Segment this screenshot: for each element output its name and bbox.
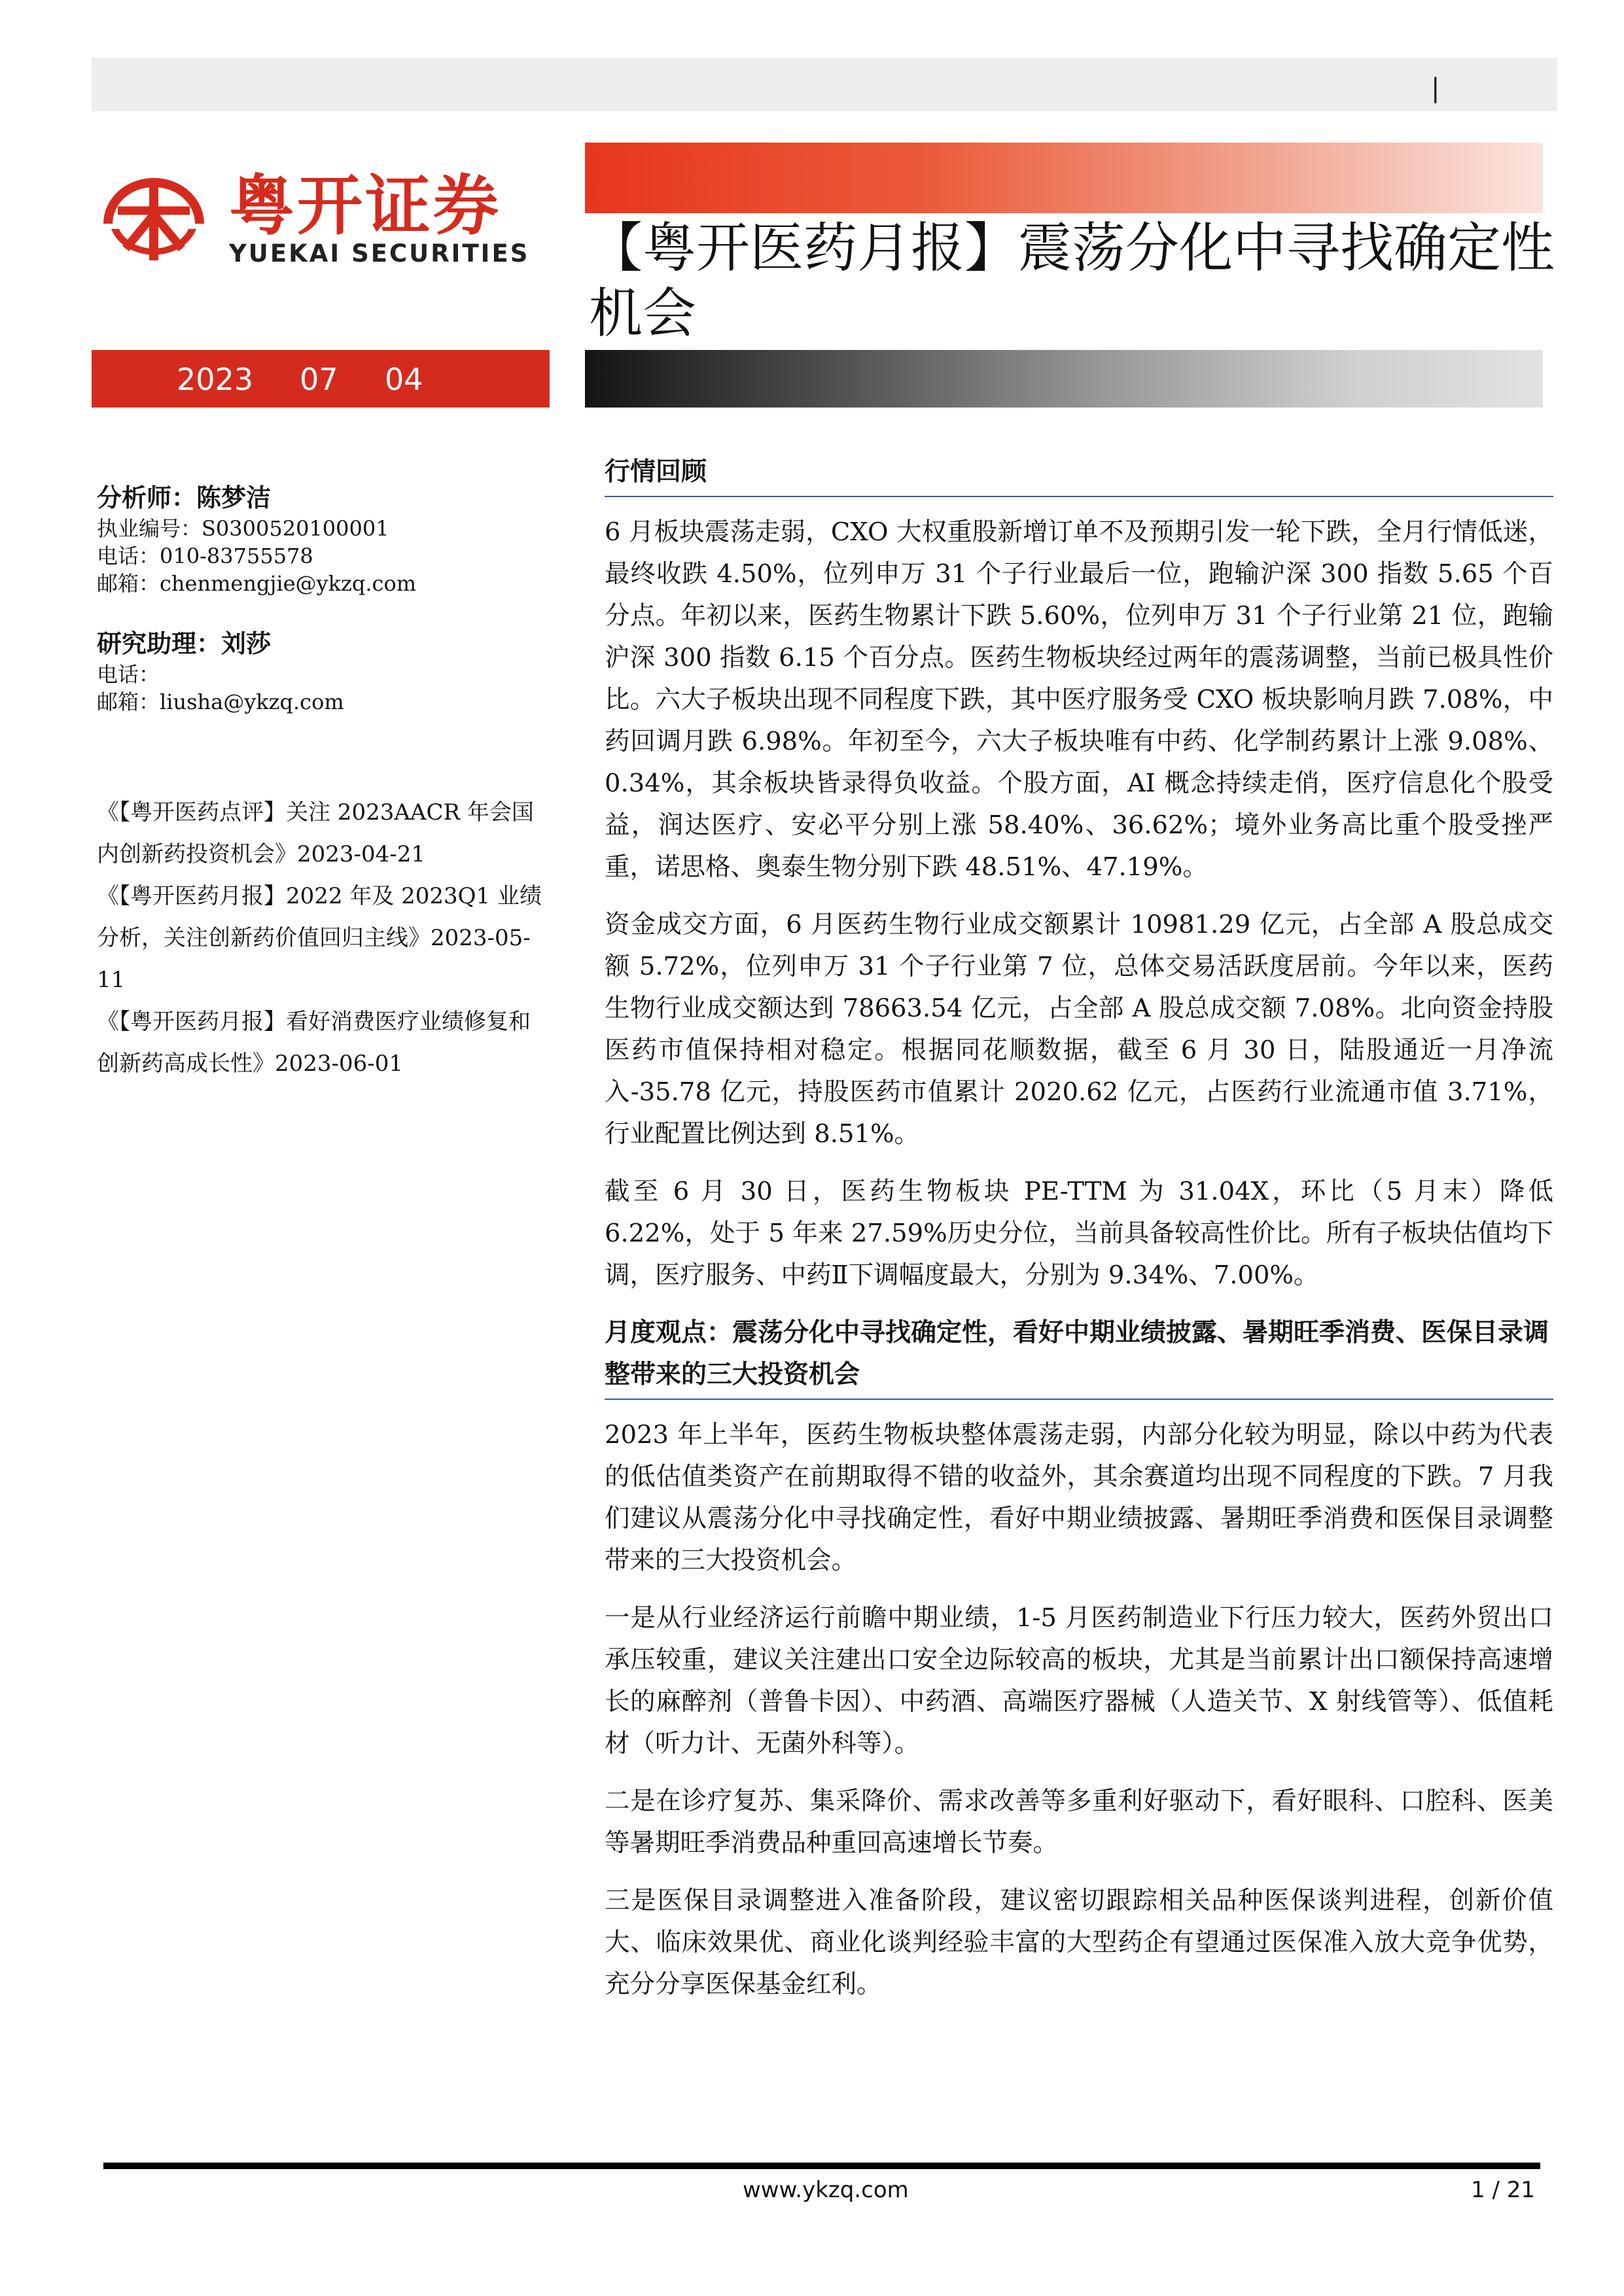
analyst-info	[97, 481, 416, 597]
page-mark: |	[1431, 73, 1440, 103]
header-band	[92, 58, 1557, 111]
footer-website: www.ykzq.com	[743, 2177, 909, 2203]
body-paragraph: 6 月板块震荡走弱，CXO 大权重股新增订单不及预期引发一轮下跌，全月行情低迷，最终收跌 4.50%，位列申万 31 个子行业最后一位，跑输沪深 300 指数 5.65 个百分点。年初以来，医药生物累计下跌 5.60%，位列申万 31 个子行业第 21 位，跑输沪深 300 指数 6.15 个百分点。医药生物板块经过两年的震荡调整，当前已极具性价比。六大子板块出现不同程度下跌，其中医疗服务受 CXO 板块影响月跌 7.08%，中药回调月跌 6.98%。年初至今，六大子板块唯有中药、化学制药累计上涨 9.08%、0.34%，其余板块皆录得负收益。个股方面，AI 概念持续走俏，医疗信息化个股受益，润达医疗、安必平分别上涨 58.40%、36.62%；境外业务高比重个股受挫严重，诺思格、奥泰生物分别下跌 48.51%、47.19%。	[605, 517, 1553, 882]
body-paragraph: 一是从行业经济运行前瞻中期业绩，1-5 月医药制造业下行压力较大，医药外贸出口承压较重，建议关注建出口安全边际较高的板块，尤其是当前累计出口额保持高速增长的麻醉剂（普鲁卡因）、中药酒、高端医疗器械（人造关节、X 射线管等）、低值耗材（听力计、无菌外科等）。	[605, 1603, 1553, 1758]
section-heading-monthly-view: 月度观点：震荡分化中寻找确定性，看好中期业绩披露、暑期旺季消费、医保目录调整带来的三大投资机会	[605, 1312, 1553, 1400]
logo-emblem-icon	[98, 164, 209, 262]
related-report-item: 《【粤开医药点评】关注 2023AACR 年会国内创新药投资机会》2023-04-21	[97, 799, 534, 867]
title-accent-bar	[585, 143, 1543, 213]
body-paragraph: 三是医保目录调整进入准备阶段，建议密切跟踪相关品种医保谈判进程，创新价值大、临床效果优、商业化谈判经验丰富的大型药企有望通过医保准入放大竞争优势，充分分享医保基金红利。	[605, 1886, 1553, 1999]
assistant-email: 邮箱：liusha@ykzq.com	[97, 689, 344, 714]
report-date	[92, 350, 550, 408]
related-report-item: 《【粤开医药月报】2022 年及 2023Q1 业绩分析，关注创新药价值回归主线》2023-05-11	[97, 883, 542, 993]
analyst-cert: 执业编号：S0300520100001	[97, 516, 389, 541]
report-title: 【粤开医药月报】震荡分化中寻找确定性机会	[589, 217, 1555, 345]
related-report-item: 《【粤开医药月报】看好消费医疗业绩修复和创新药高成长性》2023-06-01	[97, 1009, 531, 1077]
footer-rule	[103, 2163, 1540, 2169]
footer-page-number: 1 / 21	[1471, 2177, 1535, 2203]
date-month: 07	[300, 362, 338, 397]
analyst-heading: 分析师：陈梦洁	[97, 483, 272, 512]
logo-name-cn: 粤开证券	[229, 167, 501, 244]
assistant-info	[97, 627, 344, 716]
company-logo	[98, 164, 543, 275]
section-heading-market-review: 行情回顾	[605, 451, 1553, 497]
date-day: 04	[385, 362, 423, 397]
body-paragraph: 2023 年上半年，医药生物板块整体震荡走弱，内部分化较为明显，除以中药为代表的低估值类资产在前期取得不错的收益外，其余赛道均出现不同程度的下跌。7 月我们建议从震荡分化中寻找确定性，看好中期业绩披露、暑期旺季消费和医保目录调整带来的三大投资机会。	[605, 1420, 1553, 1575]
body-paragraph: 截至 6 月 30 日，医药生物板块 PE-TTM 为 31.04X，环比（5 月末）降低 6.22%，处于 5 年来 27.59%历史分位，当前具备较高性价比。所有子板块估值均下调，医疗服务、中药Ⅱ下调幅度最大，分别为 9.34%、7.00%。	[605, 1177, 1553, 1290]
assistant-heading: 研究助理：刘莎	[97, 629, 272, 658]
body-paragraph: 二是在诊疗复苏、集采降价、需求改善等多重利好驱动下，看好眼科、口腔科、医美等暑期旺季消费品种重回高速增长节奏。	[605, 1786, 1553, 1858]
report-body	[605, 451, 1553, 2021]
title-underline-bar	[585, 350, 1543, 408]
assistant-phone: 电话：	[97, 662, 160, 687]
analyst-email: 邮箱：chenmengjie@ykzq.com	[97, 571, 417, 596]
body-paragraph: 资金成交方面，6 月医药生物行业成交额累计 10981.29 亿元，占全部 A 股总成交额 5.72%，位列申万 31 个子行业第 7 位，总体交易活跃度居前。今年以来，医药生物行业成交额达到 78663.54 亿元，占全部 A 股总成交额 7.08%。北向资金持股医药市值保持相对稳定。根据同花顺数据，截至 6 月 30 日，陆股通近一月净流入-35.78 亿元，持股医药市值累计 2020.62 亿元，占医药行业流通市值 3.71%，行业配置比例达到 8.51%。	[605, 910, 1553, 1149]
related-reports	[97, 791, 542, 1085]
logo-name-en: YUEKAI SECURITIES	[229, 239, 530, 268]
date-year: 2023	[177, 362, 254, 397]
analyst-phone: 电话：010-83755578	[97, 544, 313, 568]
